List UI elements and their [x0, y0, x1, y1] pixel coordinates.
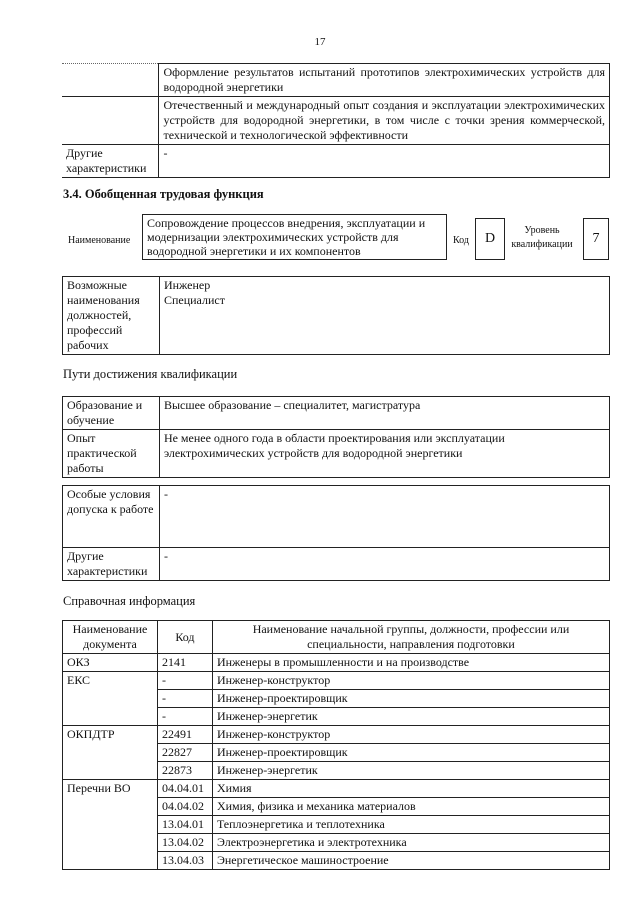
- table-cell-label: Особые условия допуска к работе: [63, 486, 160, 548]
- code-cell: 22827: [157, 744, 212, 762]
- table-row: [63, 397, 610, 430]
- code-cell: -: [157, 672, 212, 690]
- table-row: [63, 780, 610, 798]
- table-row: [63, 654, 610, 672]
- conditions-table: [62, 485, 610, 581]
- name-cell: Химия: [212, 780, 609, 798]
- table-cell-value: -: [159, 548, 609, 581]
- table-cell-value: Отечественный и международный опыт создания и эксплуатации электрохимических устройств для водородной энергетики, в том числе с точки зрения коммерческой, технической и технологической эффективности: [159, 97, 610, 145]
- code-label: Код: [453, 235, 469, 246]
- table-header-row: [63, 621, 610, 654]
- table-row: [63, 486, 610, 548]
- doc-cell: ОКЗ: [63, 654, 158, 672]
- code-cell: 04.04.01: [157, 780, 212, 798]
- name-cell: Электроэнергетика и электротехника: [212, 834, 609, 852]
- code-value: D: [475, 218, 505, 260]
- reference-title: Справочная информация: [63, 594, 196, 608]
- table-cell-label: [62, 97, 159, 145]
- doc-cell: Перечни ВО: [63, 780, 158, 870]
- page-number: 17: [314, 36, 326, 48]
- table-cell-value: Не менее одного года в области проектирования или эксплуатации электрохимических устройств для водородной энергетики: [159, 430, 609, 478]
- name-cell: Теплоэнергетика и теплотехника: [212, 816, 609, 834]
- code-cell: 22491: [157, 726, 212, 744]
- name-cell: Инженер-проектировщик: [212, 690, 609, 708]
- name-cell: Инженеры в промышленности и на производстве: [212, 654, 609, 672]
- code-cell: 2141: [157, 654, 212, 672]
- position-item: Инженер: [163, 278, 211, 292]
- level-label: Уровень квалификации: [511, 225, 573, 250]
- header-name: Наименование начальной группы, должности, профессии или специальности, направления подготовки: [212, 621, 609, 654]
- code-cell: 13.04.01: [157, 816, 212, 834]
- table-row: [62, 145, 610, 178]
- paths-title: Пути достижения квалификации: [63, 367, 238, 381]
- table-cell-label: Другие характеристики: [63, 548, 160, 581]
- code-cell: 13.04.02: [157, 834, 212, 852]
- table-cell-value: Высшее образование – специалитет, магистратура: [159, 397, 609, 430]
- code-cell: 13.04.03: [157, 852, 212, 870]
- name-cell: Инженер-энергетик: [212, 708, 609, 726]
- code-cell: -: [157, 690, 212, 708]
- doc-cell: ОКПДТР: [63, 726, 158, 780]
- header-code: Код: [157, 621, 212, 654]
- name-cell: Инженер-энергетик: [212, 762, 609, 780]
- positions-table: [62, 276, 610, 355]
- name-cell: Инженер-конструктор: [212, 726, 609, 744]
- table-cell-value: -: [159, 486, 609, 548]
- table-row: [63, 430, 610, 478]
- table-row: [63, 726, 610, 744]
- code-cell: 22873: [157, 762, 212, 780]
- table-row: [63, 548, 610, 581]
- table-cell-value: Оформление результатов испытаний прототипов электрохимических устройств для водородной энергетики: [159, 64, 610, 97]
- table-row: [62, 97, 610, 145]
- paths-table: [62, 396, 610, 478]
- table-row: [63, 277, 610, 355]
- table-cell-label: Опыт практической работы: [63, 430, 160, 478]
- name-cell: Инженер-конструктор: [212, 672, 609, 690]
- position-item: Специалист: [163, 293, 225, 307]
- table-row: [63, 672, 610, 690]
- table-cell-label: Другие характеристики: [62, 145, 159, 178]
- table-row: [62, 64, 610, 97]
- level-value: 7: [583, 218, 609, 260]
- name-label: Наименование: [68, 235, 131, 246]
- section-title: 3.4. Обобщенная трудовая функция: [63, 187, 264, 201]
- code-cell: 04.04.02: [157, 798, 212, 816]
- doc-cell: ЕКС: [63, 672, 158, 726]
- name-cell: Энергетическое машиностроение: [212, 852, 609, 870]
- reference-table: [62, 620, 610, 870]
- positions-values: [159, 277, 609, 355]
- name-cell: Инженер-проектировщик: [212, 744, 609, 762]
- top-table: [62, 63, 610, 178]
- header-doc: Наименование документа: [63, 621, 158, 654]
- positions-label: Возможные наименования должностей, профессий рабочих: [63, 277, 160, 355]
- function-name-value: Сопровождение процессов внедрения, эксплуатации и модернизации электрохимических устройств для водородной энергетики и их компонентов: [142, 214, 447, 260]
- table-cell-label: [62, 64, 159, 97]
- code-cell: -: [157, 708, 212, 726]
- table-cell-value: -: [159, 145, 610, 178]
- table-cell-label: Образование и обучение: [63, 397, 160, 430]
- name-cell: Химия, физика и механика материалов: [212, 798, 609, 816]
